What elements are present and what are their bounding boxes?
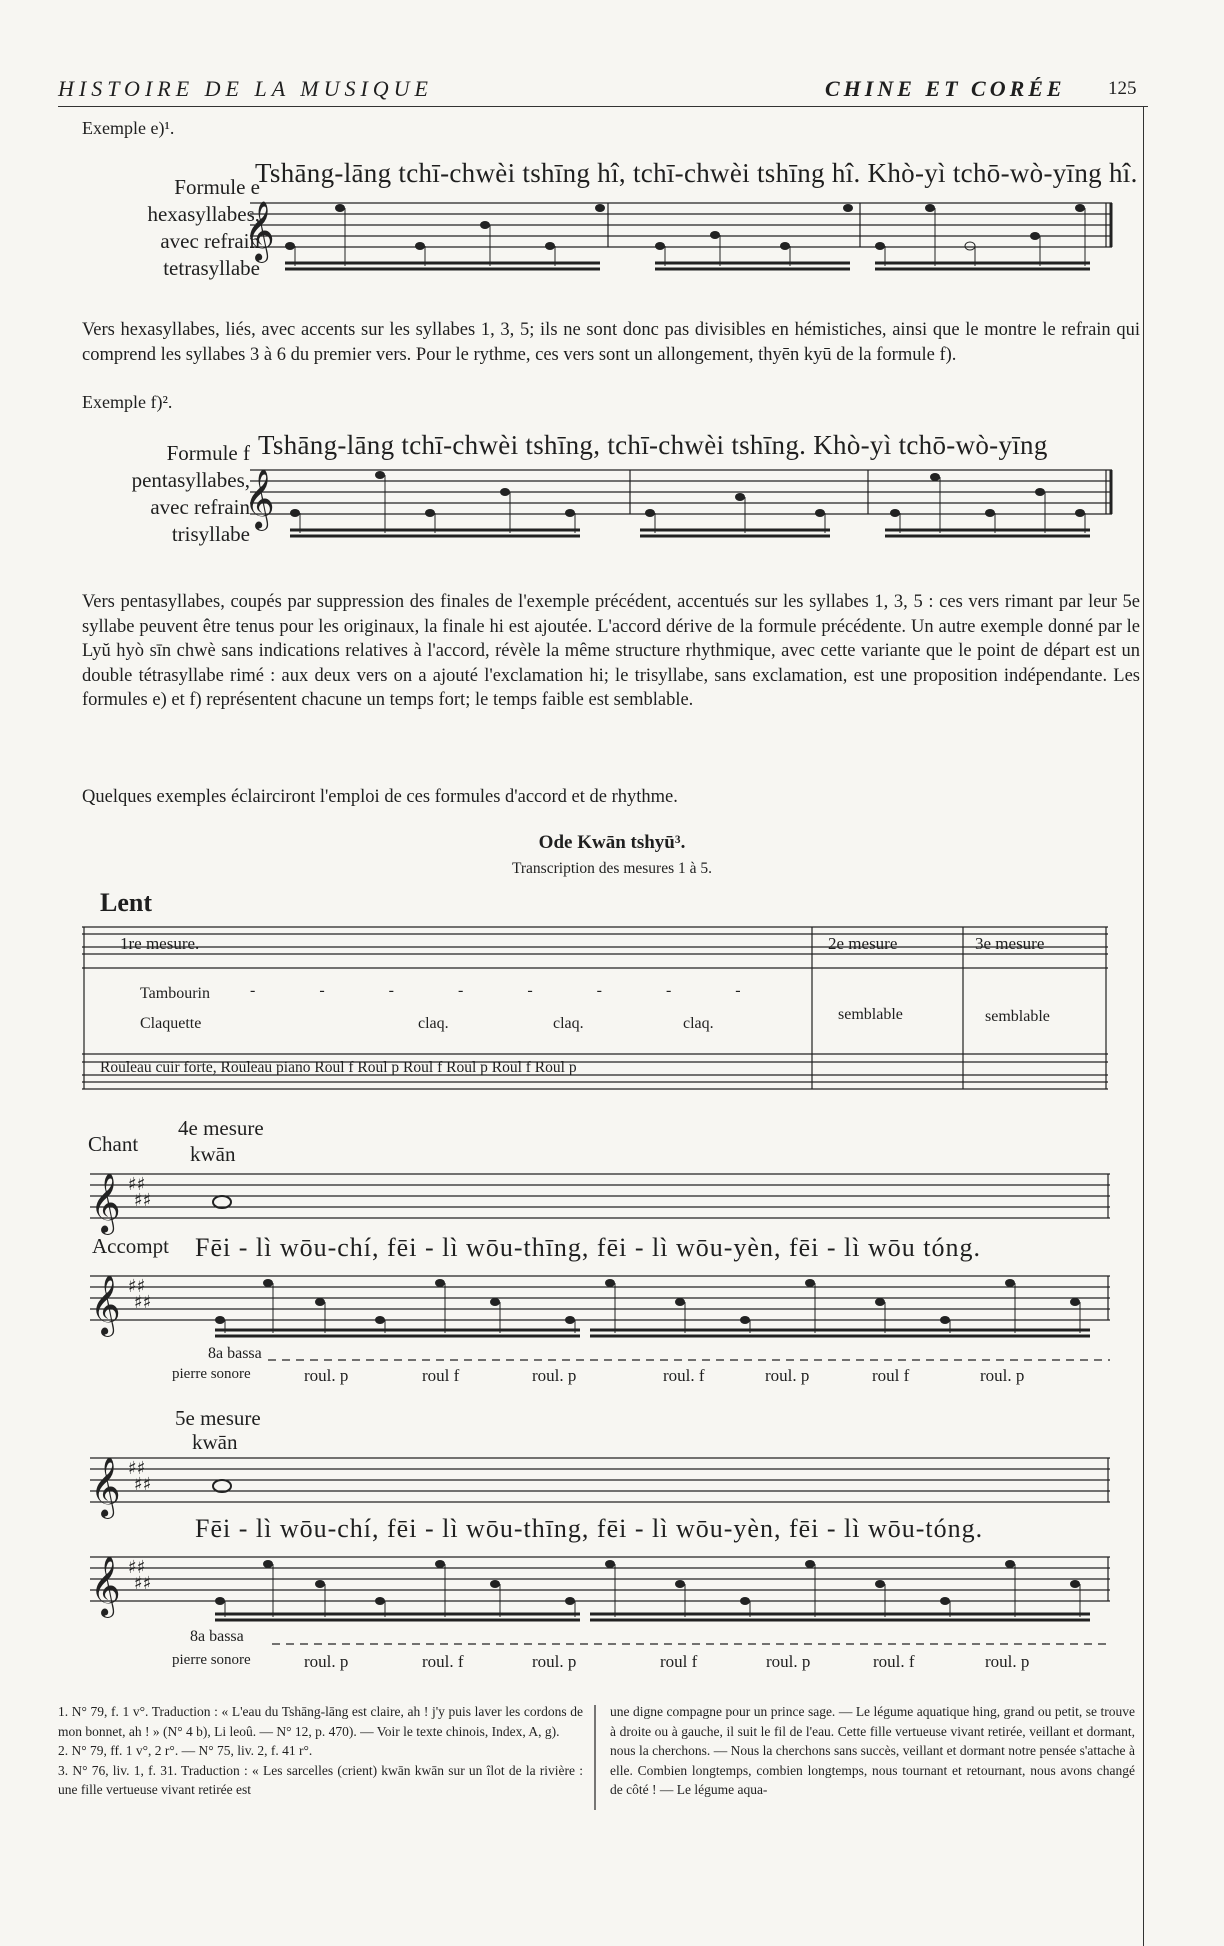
treble-clef-icon: 𝄞	[244, 469, 275, 529]
example-f-label: Formule f pentasyllabes, avec refrain trisyllabe	[131, 441, 250, 546]
m4-roul-7: roul. p	[980, 1366, 1025, 1385]
accomp-label: Accompt	[92, 1234, 169, 1258]
tambourin-dashes: - - - - - - - -	[250, 982, 771, 999]
ode-subtitle: Transcription des mesures 1 à 5.	[511, 860, 713, 877]
treble-clef-icon: 𝄞	[90, 1556, 121, 1616]
staff-mesure4-chant	[90, 1174, 1110, 1218]
m4-roul-3: roul. p	[532, 1366, 577, 1385]
example-e-caption: Exemple e)¹.	[82, 118, 175, 138]
footnote-3-continued: une digne compagne pour un prince sage. — Le légume aquatique hing, grand ou petit, se trouve à droite ou à gauche, il suit le fil de l'eau. Cette fille vertueuse vivant retirée, veillant et dormant, nous la cherchons. — Nous la cherchons sans succès, veillant et dormant notre pensée s'attache à elle. Combien longtemps, combien longtemps, nous tournant et retournant, nous avons changé de côté ! — Le légume aqua-	[610, 1704, 1135, 1797]
m5-roul-5: roul. p	[766, 1652, 811, 1671]
m4-roul-1: roul. p	[304, 1366, 349, 1385]
treble-clef-icon: 𝄞	[244, 201, 275, 261]
example-e-lyric: Tshāng-lāng tchī-chwèi tshīng hî, tchī-chwèi tshīng hî. Khò-yì tchō-wò-yīng hî.	[255, 158, 1138, 188]
table-header-2: 2e mesure	[828, 934, 898, 953]
m5-roul-6: roul. f	[873, 1652, 915, 1671]
mesure4-lyric: Fēi - lì wōu-chí, fēi - lì wōu-thīng, fēi - lì wōu-yèn, fēi - lì wōu tóng.	[195, 1233, 981, 1262]
sharp-icon: ♯♯	[128, 1276, 146, 1297]
footnotes-left	[58, 1702, 583, 1800]
tempo-marking: Lent	[100, 888, 152, 917]
paragraph-2: Vers pentasyllabes, coupés par suppression des finales de l'exemple précédent, accentués sur les syllabes 1, 3, 5 : ces vers rimant par leur 5e syllabe peuvent être tenus pour les originaux, la finale hi est ajoutée. L'accord dérive de la formule précédente. Un autre exemple donné par le Lyŭ hyò sīn chwè sans indications relatives à l'accord, révèle la même structure rhythmique, avec cette variante que le point de départ est un double tétrasyllabe rimé : aux deux vers on a ajouté l'exclamation hi; le trisyllabe, sans exclamation, est une proposition indépendante. Les formules e) et f) représentent chacune un temps fort; le temps faible est semblable.	[82, 592, 1140, 710]
treble-clef-icon: 𝄞	[90, 1173, 121, 1233]
example-f-lyric: Tshāng-lāng tchī-chwèi tshīng, tchī-chwèi tshīng. Khò-yì tchō-wò-yīng	[258, 430, 1048, 460]
m5-roul-7: roul. p	[985, 1652, 1030, 1671]
footnote-1: 1. N° 79, f. 1 v°. Traduction : « L'eau du Tshāng-lāng est claire, ah ! j'y puis laver les cordons de mon bonnet, ah ! » (N° 4 b), Li leoû. — N° 12, p. 470). — Voir le texte chinois, Index, A, g).	[58, 1704, 583, 1739]
m5-roul-3: roul. p	[532, 1652, 577, 1671]
staff-mesure5-chant	[90, 1458, 1110, 1502]
semblable-3: semblable	[985, 1008, 1050, 1025]
sharp-icon: ♯♯	[128, 1174, 146, 1195]
mesure4-bassa: 8a bassa	[208, 1345, 262, 1362]
claq-3: claq.	[683, 1015, 714, 1032]
chant-label: Chant	[88, 1132, 139, 1156]
m4-roul-2: roul f	[422, 1366, 460, 1385]
running-header-title: HISTOIRE DE LA MUSIQUE	[58, 76, 433, 101]
sharp-icon: ♯♯	[134, 1292, 152, 1313]
page-number: 125	[1108, 78, 1137, 99]
m5-roul-1: roul. p	[304, 1652, 349, 1671]
sharp-icon: ♯♯	[134, 1190, 152, 1211]
mesure4-label: 4e mesure	[178, 1116, 264, 1140]
m4-roul-5: roul. p	[765, 1366, 810, 1385]
sharp-icon: ♯♯	[134, 1474, 152, 1495]
staff-example-f	[250, 470, 1112, 536]
m4-roul-4: roul. f	[663, 1366, 705, 1385]
note-heads	[213, 204, 1085, 1617]
paragraph-1: Vers hexasyllabes, liés, avec accents sur les syllabes 1, 3, 5; ils ne sont donc pas divisibles en hémistiches, ainsi que le montre le refrain qui comprend les syllabes 3 à 6 du premier vers. Pour le rythme, ces vers sont un allongement, thyēn kyū de la formule f).	[82, 320, 1140, 365]
paragraph-3: Quelques exemples éclairciront l'emploi de ces formules d'accord et de rhythme.	[82, 787, 678, 807]
claquette-label: Claquette	[140, 1015, 202, 1032]
mesure5-label: 5e mesure	[175, 1406, 261, 1430]
mesure5-pierre: pierre sonore	[172, 1652, 251, 1668]
rouleau-row: Rouleau cuir forte, Rouleau piano Roul f Roul p Roul f Roul p Roul f Roul p	[100, 1059, 577, 1076]
treble-clef-icon: 𝄞	[90, 1275, 121, 1335]
m5-roul-4: roul f	[660, 1652, 698, 1671]
tambourin-label: Tambourin	[140, 985, 210, 1002]
mesure5-bassa: 8a bassa	[190, 1628, 244, 1645]
claq-1: claq.	[418, 1015, 449, 1032]
claq-2: claq.	[553, 1015, 584, 1032]
staff-example-e	[250, 203, 1112, 269]
semblable-2: semblable	[838, 1006, 903, 1023]
table-header-1: 1re mesure.	[120, 934, 200, 953]
sharp-icon: ♯♯	[128, 1458, 146, 1479]
table-header-3: 3e mesure	[975, 934, 1045, 953]
sharp-icon: ♯♯	[134, 1573, 152, 1594]
example-f-caption: Exemple f)².	[82, 392, 173, 412]
mesure4-pierre: pierre sonore	[172, 1366, 251, 1382]
mesure5-lyric: Fēi - lì wōu-chí, fēi - lì wōu-thīng, fēi - lì wōu-yèn, fēi - lì wōu-tóng.	[195, 1514, 984, 1543]
example-e-label: Formule e hexasyllabes, avec refrain tetrasyllabe	[147, 175, 260, 280]
footnote-3: 3. N° 76, liv. 1, f. 31. Traduction : « Les sarcelles (crient) kwān kwān sur un îlot de la rivière : une fille vertueuse vivant retirée est	[58, 1762, 583, 1797]
running-header-chapter: CHINE ET CORÉE	[825, 76, 1066, 101]
mesure5-kwan: kwān	[192, 1430, 238, 1454]
m4-roul-6: roul f	[872, 1366, 910, 1385]
mesure4-kwan: kwān	[190, 1142, 236, 1166]
ode-title: Ode Kwān tshyū³.	[538, 832, 686, 853]
footnote-2: 2. N° 79, ff. 1 v°, 2 r°. — N° 75, liv. 2, f. 41 r°.	[58, 1743, 313, 1758]
sharp-icon: ♯♯	[128, 1557, 146, 1578]
treble-clef-icon: 𝄞	[90, 1457, 121, 1517]
m5-roul-2: roul. f	[422, 1652, 464, 1671]
